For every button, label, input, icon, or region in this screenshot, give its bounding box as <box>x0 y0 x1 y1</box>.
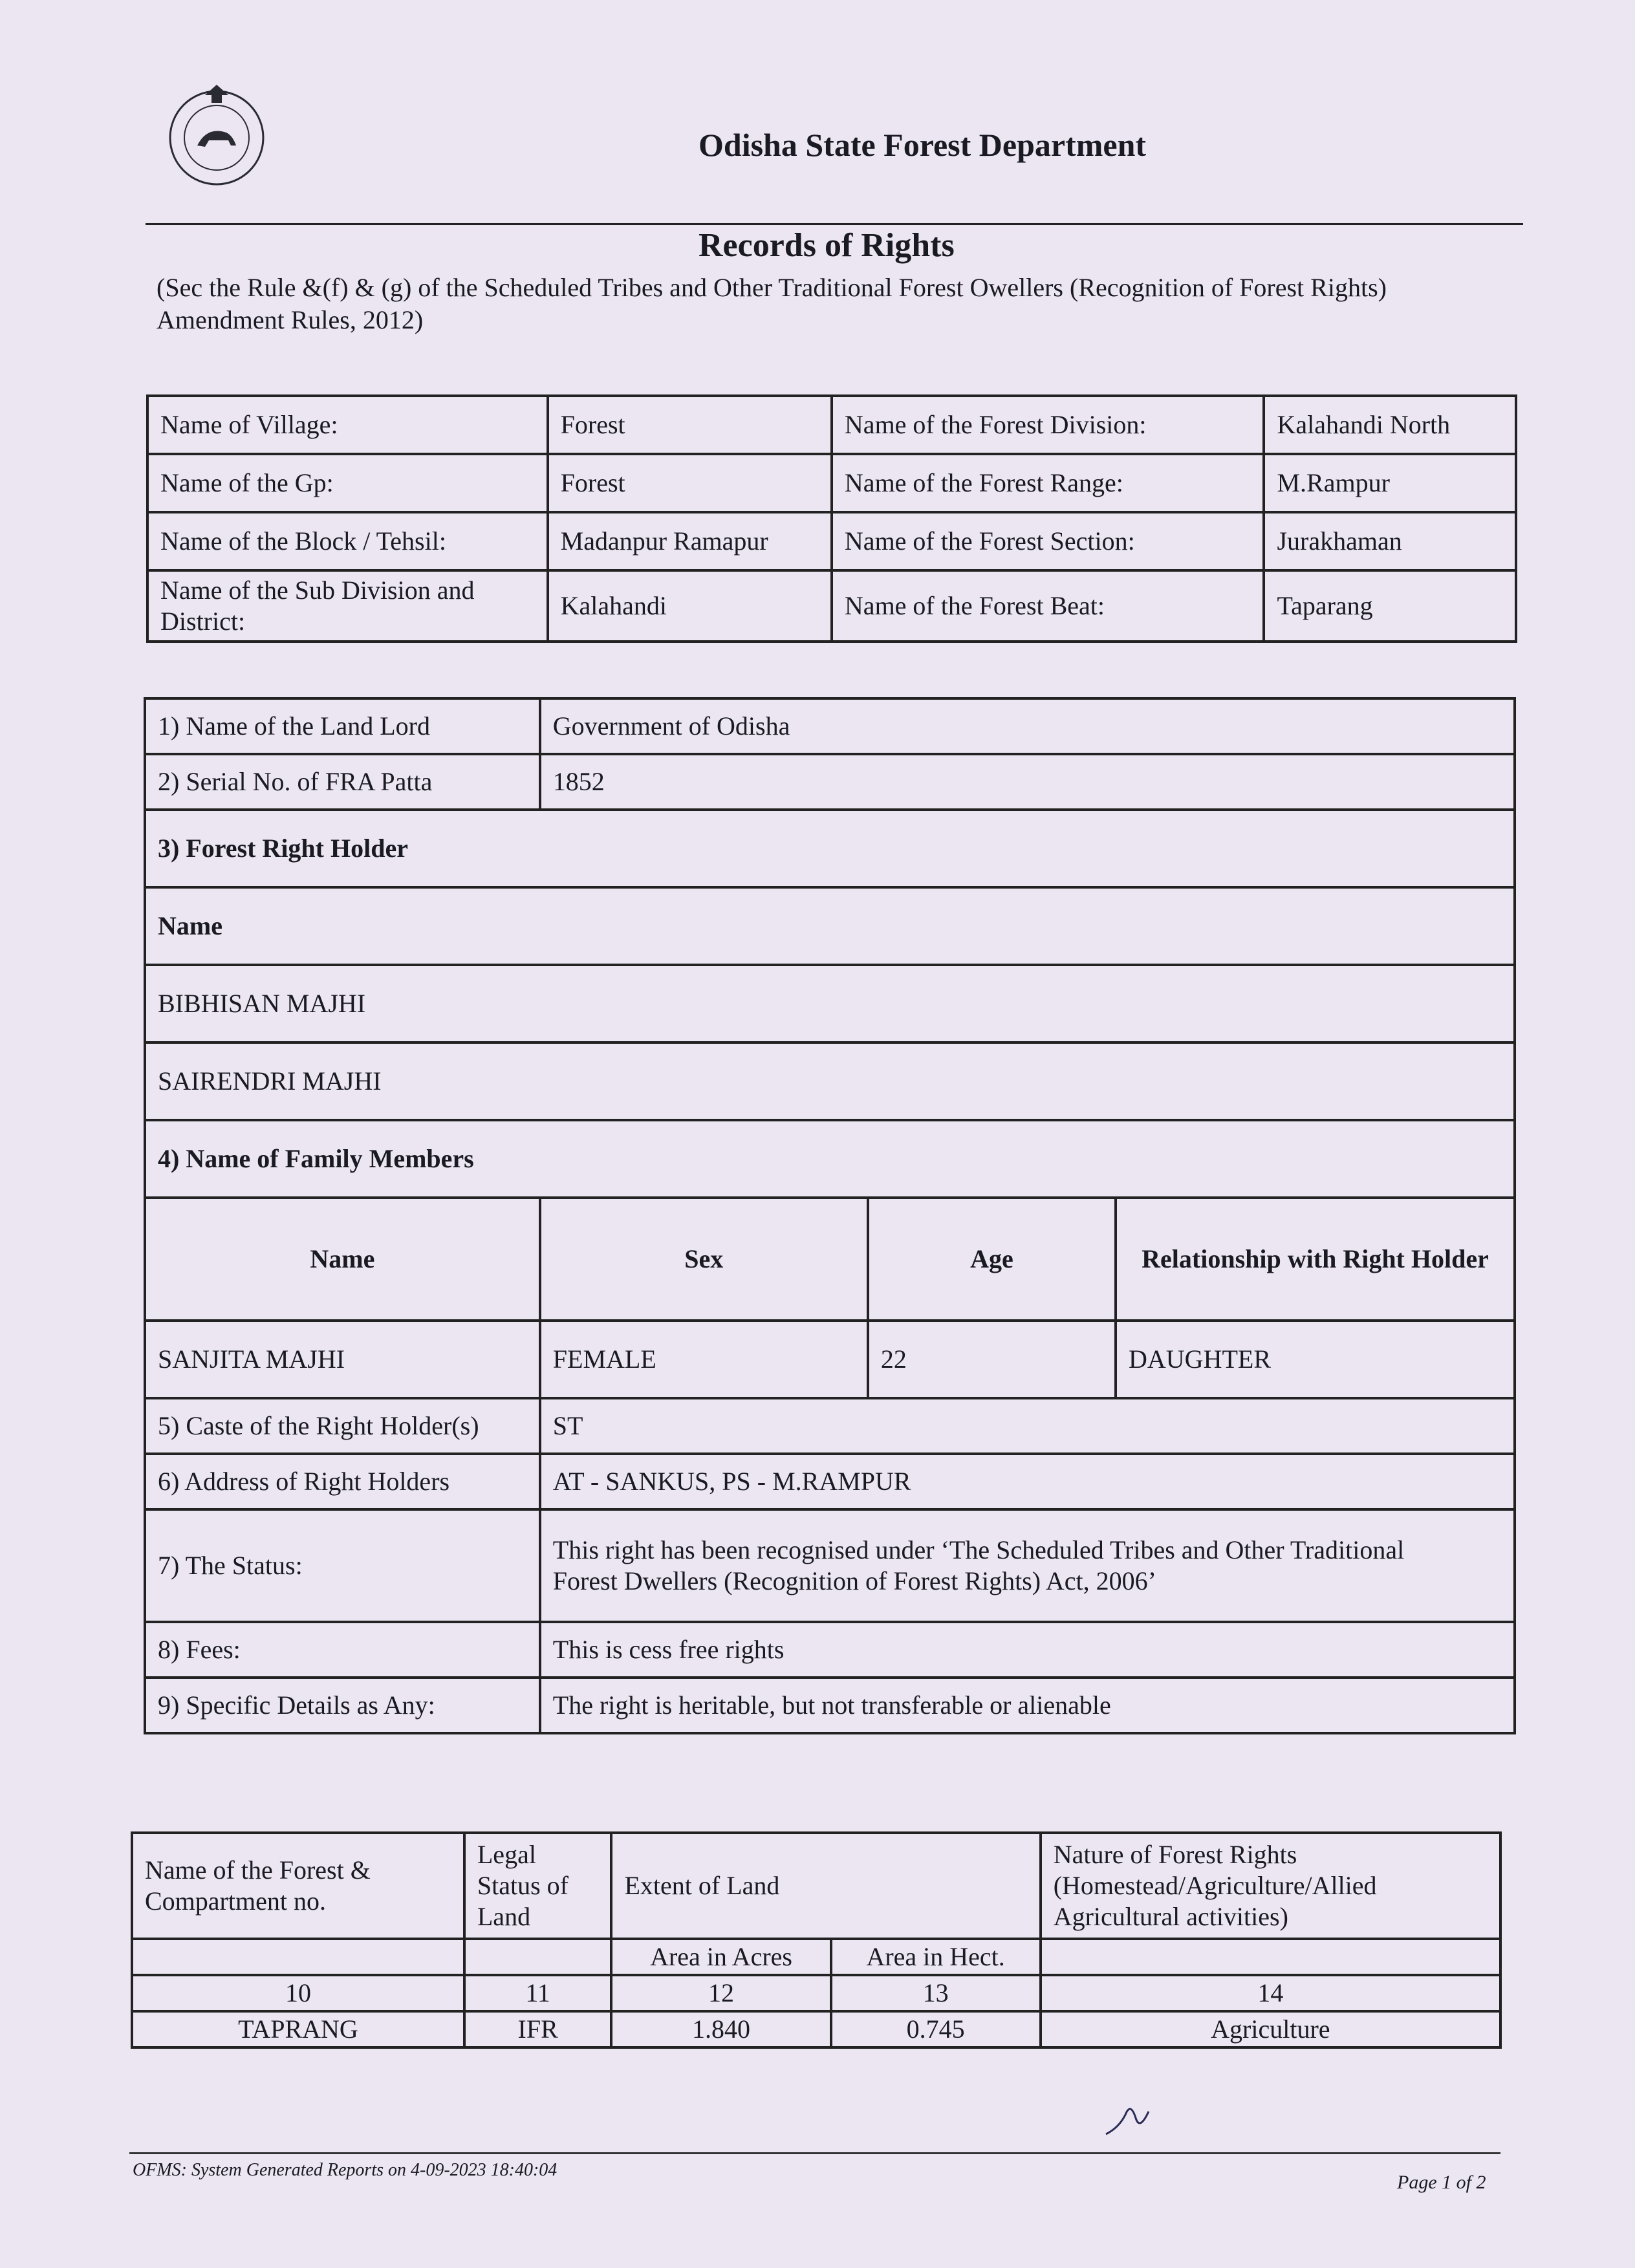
odisha-emblem-icon <box>165 81 268 191</box>
holder-name-heading: Name <box>145 887 1515 965</box>
table-row <box>145 1321 1515 1398</box>
land-legal-value: IFR <box>464 2011 612 2047</box>
land-col-legal: Legal Status of Land <box>464 1833 612 1939</box>
land-col-num: 13 <box>831 1975 1041 2011</box>
table-row <box>145 965 1515 1042</box>
table-row <box>145 1398 1515 1454</box>
record-table <box>144 697 1516 1734</box>
holder-heading: 3) Forest Right Holder <box>145 810 1515 887</box>
beat-label: Name of the Forest Beat: <box>832 570 1264 642</box>
land-col-extent: Extent of Land <box>611 1833 1040 1939</box>
land-details-table <box>131 1831 1502 2049</box>
table-row <box>132 1975 1500 2011</box>
range-label: Name of the Forest Range: <box>832 454 1264 512</box>
table-row <box>147 570 1516 642</box>
footer-generated: OFMS: System Generated Reports on 4-09-2023 18:40:04 <box>133 2160 558 2180</box>
family-col-age: Age <box>868 1198 1116 1321</box>
details-value: The right is heritable, but not transferable or alienable <box>540 1678 1515 1733</box>
serial-value: 1852 <box>540 754 1515 810</box>
table-row <box>132 1939 1500 1975</box>
family-member-relation: DAUGHTER <box>1116 1321 1515 1398</box>
land-sub-hect: Area in Hect. <box>831 1939 1041 1975</box>
subdivision-value: Kalahandi <box>548 570 832 642</box>
status-line: Forest Dwellers (Recognition of Forest Rights) Act, 2006’ <box>552 1566 1156 1595</box>
page-number: Page 1 of 2 <box>1397 2172 1486 2193</box>
holder-name: SAIRENDRI MAJHI <box>145 1042 1515 1120</box>
land-acres-value: 1.840 <box>611 2011 830 2047</box>
land-forest-value: TAPRANG <box>132 2011 464 2047</box>
landlord-label: 1) Name of the Land Lord <box>145 698 540 754</box>
gp-value: Forest <box>548 454 832 512</box>
table-row <box>145 1120 1515 1198</box>
land-col-forest: Name of the Forest & Compartment no. <box>132 1833 464 1939</box>
land-col-num: 14 <box>1041 1975 1500 2011</box>
address-label: 6) Address of Right Holders <box>145 1454 540 1509</box>
document-subtitle: (Sec the Rule &(f) & (g) of the Scheduled Tribes and Other Traditional Forest Owellers (Recognition of Forest Rights) Amendment Rules, 2012) <box>157 273 1387 334</box>
table-row <box>145 1454 1515 1509</box>
table-row <box>145 887 1515 965</box>
village-value: Forest <box>548 396 832 454</box>
gp-label: Name of the Gp: <box>147 454 548 512</box>
table-row <box>147 396 1516 454</box>
table-row <box>145 810 1515 887</box>
village-label: Name of Village: <box>147 396 548 454</box>
table-row <box>145 754 1515 810</box>
signature-mark <box>1099 2095 1177 2141</box>
caste-label: 5) Caste of the Right Holder(s) <box>145 1398 540 1454</box>
range-value: M.Rampur <box>1264 454 1516 512</box>
section-label: Name of the Forest Section: <box>832 512 1264 570</box>
table-row <box>145 1042 1515 1120</box>
status-label: 7) The Status: <box>145 1509 540 1622</box>
section-value: Jurakhaman <box>1264 512 1516 570</box>
header-divider <box>146 223 1523 225</box>
land-nature-value: Agriculture <box>1041 2011 1500 2047</box>
family-col-sex: Sex <box>540 1198 868 1321</box>
caste-value: ST <box>540 1398 1515 1454</box>
land-col-num: 10 <box>132 1975 464 2011</box>
table-row <box>145 1622 1515 1678</box>
serial-label: 2) Serial No. of FRA Patta <box>145 754 540 810</box>
table-row <box>132 1833 1500 1939</box>
address-value: AT - SANKUS, PS - M.RAMPUR <box>540 1454 1515 1509</box>
land-col-num: 12 <box>611 1975 830 2011</box>
block-label: Name of the Block / Tehsil: <box>147 512 548 570</box>
details-label: 9) Specific Details as Any: <box>145 1678 540 1733</box>
table-row <box>147 454 1516 512</box>
land-hect-value: 0.745 <box>831 2011 1041 2047</box>
table-row <box>145 1509 1515 1622</box>
family-heading: 4) Name of Family Members <box>145 1120 1515 1198</box>
footer-divider <box>129 2152 1500 2154</box>
table-row <box>145 1198 1515 1321</box>
document-title: Records of Rights <box>698 227 955 264</box>
status-line: This right has been recognised under ‘The Scheduled Tribes and Other Traditional <box>552 1535 1405 1564</box>
table-row <box>132 2011 1500 2047</box>
fees-label: 8) Fees: <box>145 1622 540 1678</box>
family-col-relationship: Relationship with Right Holder <box>1116 1198 1515 1321</box>
fees-value: This is cess free rights <box>540 1622 1515 1678</box>
division-value: Kalahandi North <box>1264 396 1516 454</box>
block-value: Madanpur Ramapur <box>548 512 832 570</box>
family-member-name: SANJITA MAJHI <box>145 1321 540 1398</box>
land-sub-acres: Area in Acres <box>611 1939 830 1975</box>
beat-value: Taparang <box>1264 570 1516 642</box>
family-member-sex: FEMALE <box>540 1321 868 1398</box>
table-row <box>145 698 1515 754</box>
table-row <box>145 1678 1515 1733</box>
status-value <box>540 1509 1515 1622</box>
landlord-value: Government of Odisha <box>540 698 1515 754</box>
location-table <box>146 394 1517 643</box>
division-label: Name of the Forest Division: <box>832 396 1264 454</box>
department-name: Odisha State Forest Department <box>698 127 1147 163</box>
family-col-name: Name <box>145 1198 540 1321</box>
land-col-nature: Nature of Forest Rights (Homestead/Agriculture/Allied Agricultural activities) <box>1041 1833 1500 1939</box>
subdivision-label: Name of the Sub Division and District: <box>147 570 548 642</box>
land-col-num: 11 <box>464 1975 612 2011</box>
holder-name: BIBHISAN MAJHI <box>145 965 1515 1042</box>
family-member-age: 22 <box>868 1321 1116 1398</box>
table-row <box>147 512 1516 570</box>
